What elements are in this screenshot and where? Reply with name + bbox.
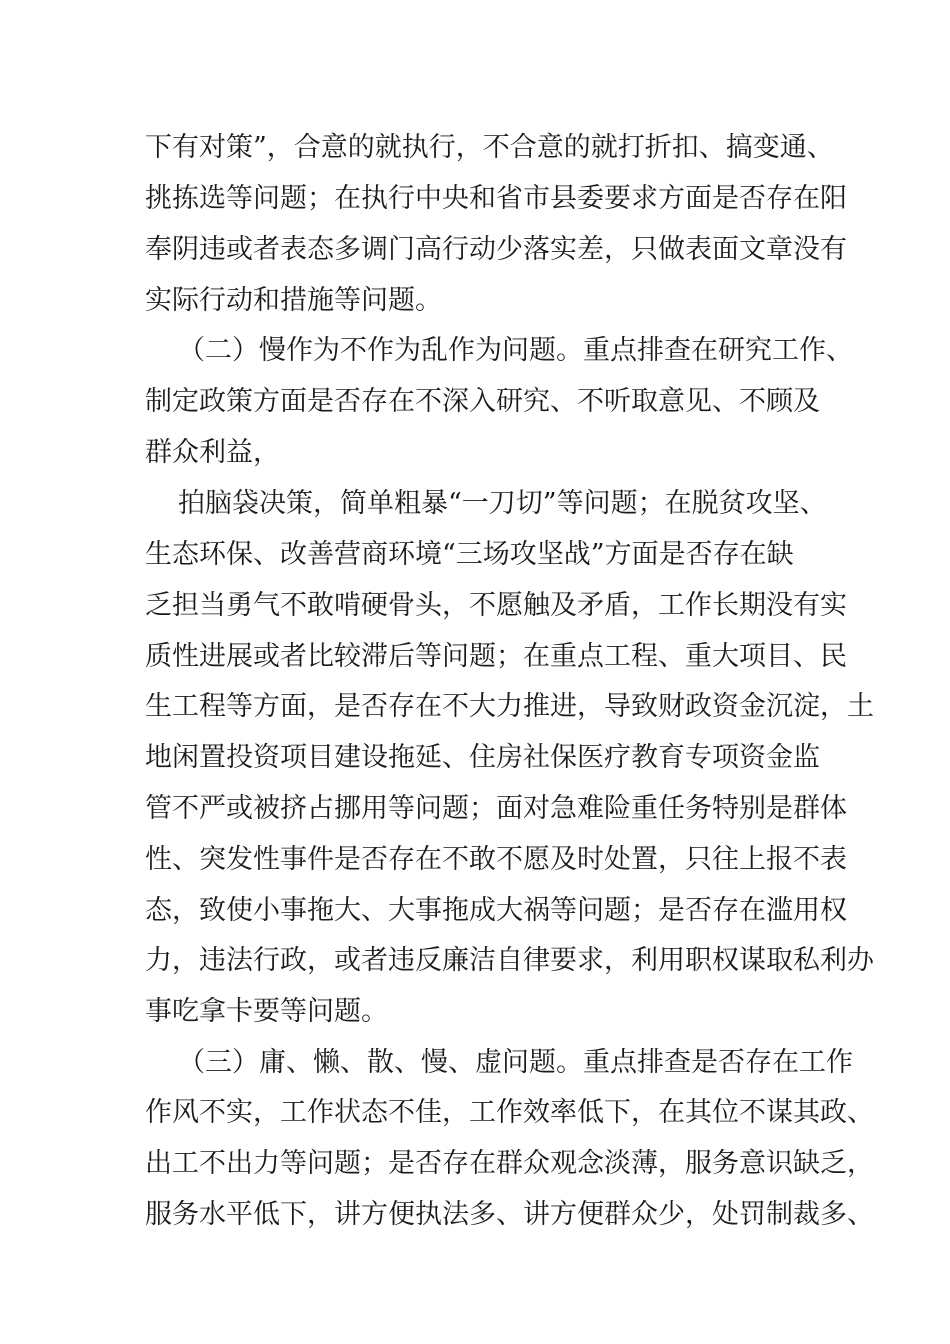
text-line: 实际行动和措施等问题。 [145, 285, 442, 316]
paragraph-two-heading: （二）慢作为不作为乱作为问题。重点排查在研究工作、 [178, 335, 853, 366]
text-line: 出工不出力等问题；是否存在群众观念淡薄，服务意识缺乏， [145, 1148, 874, 1179]
text-line: 服务水平低下，讲方便执法多、讲方便群众少，处罚制裁多、 [145, 1199, 874, 1230]
text-line: 性、突发性事件是否存在不敢不愿及时处置，只往上报不表 [145, 844, 847, 875]
text-line: 管不严或被挤占挪用等问题；面对急难险重任务特别是群体 [145, 793, 847, 824]
text-line: 地闲置投资项目建设拖延、住房社保医疗教育专项资金监 [145, 742, 820, 773]
paragraph-three-heading: （三）庸、懒、散、慢、虚问题。重点排查是否存在工作 [178, 1047, 853, 1078]
text-line: 下有对策”，合意的就执行，不合意的就打折扣、搞变通、 [145, 132, 834, 163]
text-line: 制定政策方面是否存在不深入研究、不听取意见、不顾及 [145, 386, 820, 417]
text-line: 拍脑袋决策，简单粗暴“一刀切”等问题；在脱贫攻坚、 [178, 488, 827, 519]
text-line: 奉阴违或者表态多调门高行动少落实差，只做表面文章没有 [145, 234, 847, 265]
text-line: 态，致使小事拖大、大事拖成大祸等问题；是否存在滥用权 [145, 895, 847, 926]
text-line: 生态环保、改善营商环境“三场攻坚战”方面是否存在缺 [145, 539, 794, 570]
text-line: 质性进展或者比较滞后等问题；在重点工程、重大项目、民 [145, 641, 847, 672]
text-line: 挑拣选等问题；在执行中央和省市县委要求方面是否存在阳 [145, 183, 847, 214]
text-line: 作风不实，工作状态不佳，工作效率低下，在其位不谋其政、 [145, 1097, 874, 1128]
text-line: 生工程等方面，是否存在不大力推进，导致财政资金沉淀，土 [145, 691, 874, 722]
text-line: 事吃拿卡要等问题。 [145, 996, 388, 1027]
text-line: 力，违法行政，或者违反廉洁自律要求，利用职权谋取私利办 [145, 945, 874, 976]
text-line: 乏担当勇气不敢啃硬骨头，不愿触及矛盾，工作长期没有实 [145, 590, 847, 621]
text-line: 群众利益， [145, 437, 280, 468]
